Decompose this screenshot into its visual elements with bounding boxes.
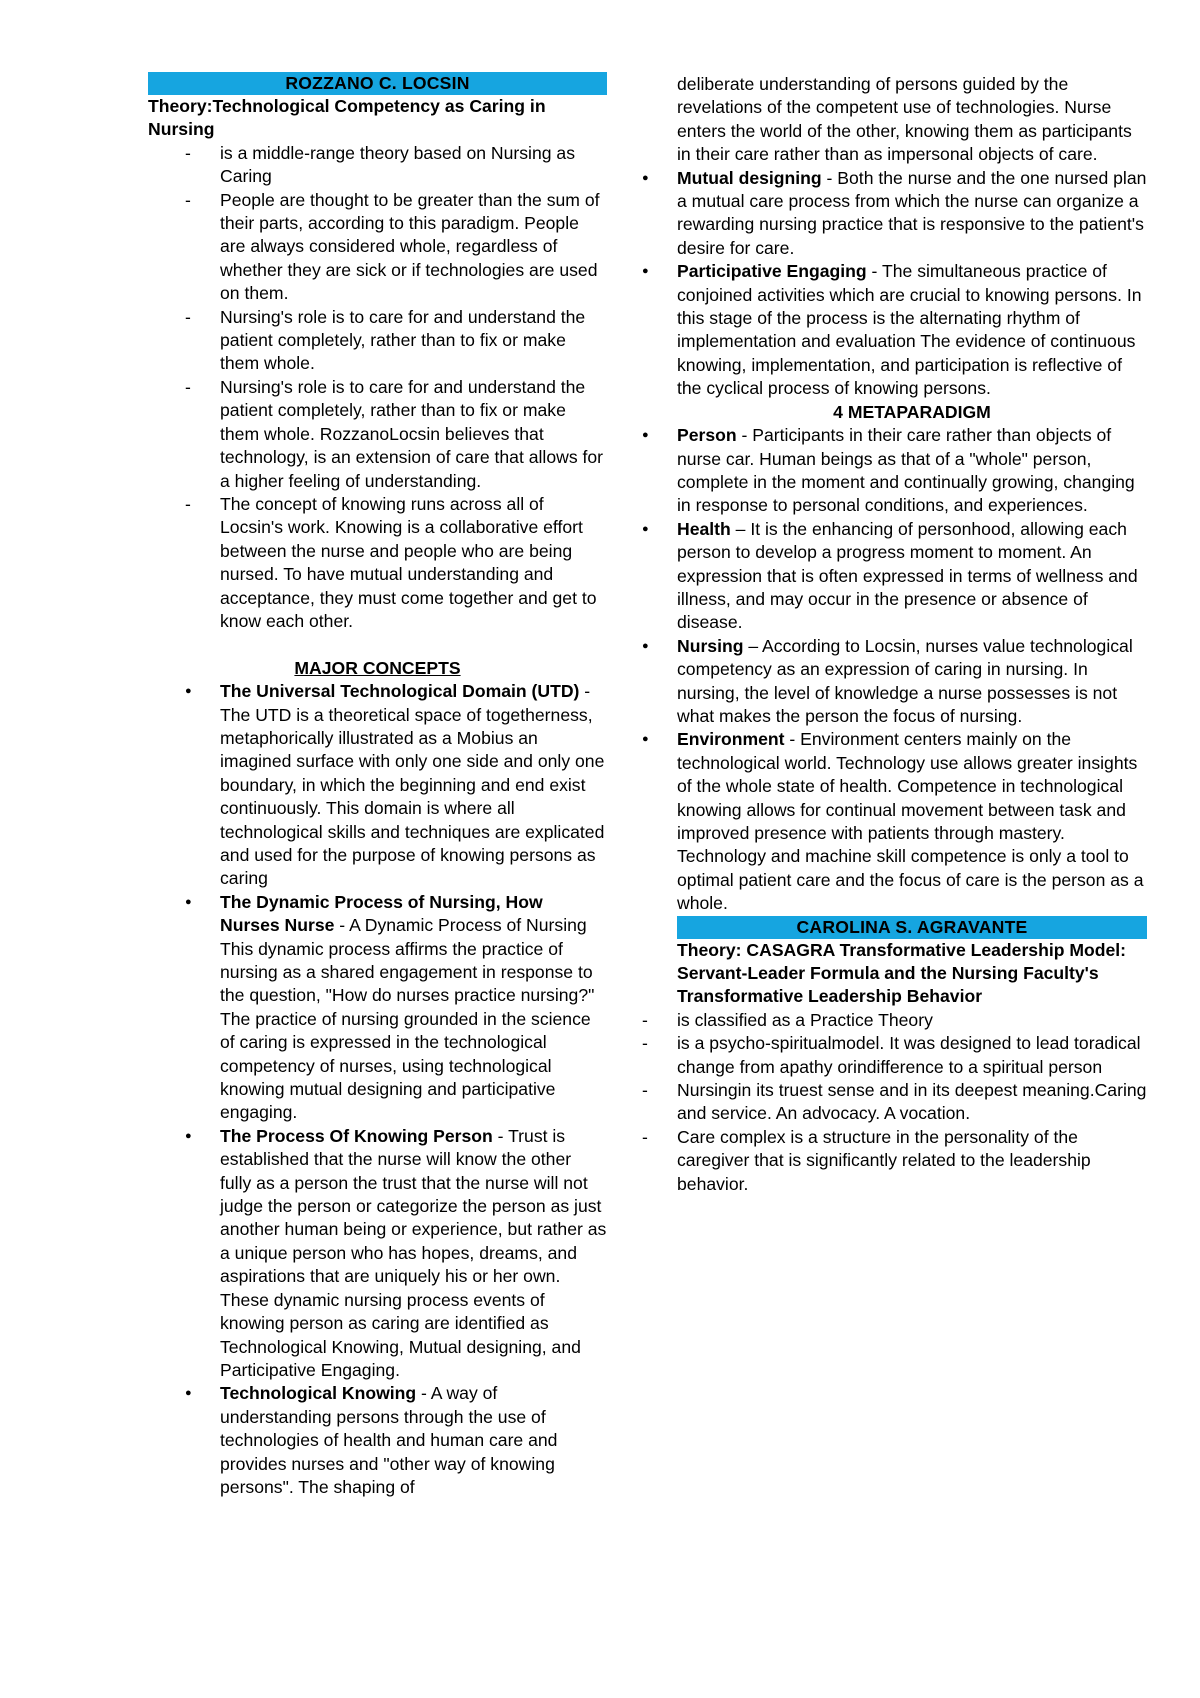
list-item bbox=[148, 1382, 607, 1499]
list-item: - Care complex is a structure in the personality of the caregiver that is significantly related to the leadership behavior. bbox=[605, 1126, 1147, 1196]
continuation-text: deliberate understanding of persons guided by the revelations of the competent use of technologies. Nurse enters the world of the other, knowing them as participants in their care rather than as impersonal objects of care. bbox=[677, 74, 1132, 165]
list-item: - Nursingin its truest sense and in its deepest meaning.Caring and service. An advocacy. A vocation. bbox=[605, 1079, 1147, 1126]
concept-text: - Environment centers mainly on the technological world. Technology use allows greater insights of the whole state of health. Competence in technological knowing allows for continual movement between task and improved presence with patients through mastery. Technology and machine skill competence is only a tool to optimal patient care and the focus of care is the person as a whole. bbox=[677, 729, 1144, 914]
major-concepts-heading: MAJOR CONCEPTS bbox=[294, 657, 461, 678]
list-item bbox=[605, 635, 1147, 729]
concept-text: - Trust is established that the nurse will know the other fully as a person the trust that the nurse will not judge the person or categorize the person as just another human being or experience, but rather as a unique person who has hopes, dreams, and aspirations that are uniquely his or her own. These dynamic nursing process events of knowing person as caring are identified as Technological Knowing, Mutual designing, and Participative Engaging. bbox=[220, 1125, 607, 1380]
concept-text: - Both the nurse and the one nursed plan a mutual care process from which the nurse can organize a rewarding nursing practice that is responsive to the patient's desire for care. bbox=[677, 167, 1147, 258]
locsin-description-list bbox=[148, 142, 607, 634]
list-item bbox=[605, 518, 1147, 635]
list-item bbox=[148, 1125, 607, 1382]
list-item bbox=[605, 424, 1147, 518]
list-item: - The concept of knowing runs across all of Locsin's work. Knowing is a collaborative effort between the nurse and people who are being nursed. To have mutual understanding and acceptance, they must come together and get to know each other. bbox=[148, 493, 607, 633]
concept-term: Nursing bbox=[677, 635, 744, 656]
spacer bbox=[148, 633, 607, 656]
theorist-name-locsin: ROZZANO C. LOCSIN bbox=[148, 72, 607, 95]
concept-text: - The UTD is a theoretical space of togetherness, metaphorically illustrated as a Mobius an imagined surface with only one side and only one boundary, in which the beginning and end exist continuously. This domain is where all technological skills and techniques are explicated and used for the purpose of knowing persons as caring bbox=[220, 681, 605, 889]
theory-title-locsin: Theory:Technological Competency as Caring in Nursing bbox=[148, 96, 546, 140]
list-item: - is a middle-range theory based on Nursing as Caring bbox=[148, 142, 607, 189]
concept-term: The Universal Technological Domain (UTD) bbox=[220, 681, 580, 702]
concept-text: - A way of understanding persons through the use of technologies of health and human care and provides nurses and "other way of knowing persons". The shaping of bbox=[220, 1383, 558, 1497]
process-concepts-list bbox=[605, 167, 1147, 401]
list-item: - is a psycho-spiritualmodel. It was designed to lead toradical change from apathy orindifference to a spiritual person bbox=[605, 1032, 1147, 1079]
concept-term: The Dynamic Process of Nursing, How Nurses Nurse bbox=[220, 891, 543, 936]
continuation-block bbox=[605, 73, 1147, 167]
list-item bbox=[148, 680, 607, 891]
concept-term: Environment bbox=[677, 729, 785, 750]
concept-term: The Process Of Knowing Person bbox=[220, 1125, 493, 1146]
left-column bbox=[148, 72, 607, 1499]
list-item bbox=[605, 260, 1147, 400]
concept-text: - A Dynamic Process of Nursing This dynamic process affirms the practice of nursing as a shared engagement in response to the question, "How do nurses practice nursing?" The practice of nursing grounded in the science of caring is expressed in the technological competency of nurses, using technological knowing mutual designing and participative engaging. bbox=[220, 915, 595, 1123]
list-item bbox=[605, 728, 1147, 915]
concept-term: Health bbox=[677, 518, 731, 539]
concept-text: - The simultaneous practice of conjoined activities which are crucial to knowing persons. In this stage of the process is the alternating rhythm of implementation and evaluation The evidence of continuous knowing, implementation, and participation is reflective of the cyclical process of knowing persons. bbox=[677, 261, 1142, 399]
metaparadigm-list bbox=[605, 424, 1147, 916]
concept-term: Participative Engaging bbox=[677, 261, 867, 282]
agravante-description-list bbox=[605, 1009, 1147, 1196]
concept-text: - Participants in their care rather than objects of nurse car. Human beings as that of a "whole" person, complete in the moment and continually growing, changing in response to personal conditions, and experiences. bbox=[677, 425, 1135, 516]
list-item: - Nursing's role is to care for and understand the patient completely, rather than to fix or make them whole. bbox=[148, 306, 607, 376]
list-item bbox=[148, 891, 607, 1125]
metaparadigm-heading: 4 METAPARADIGM bbox=[833, 401, 991, 422]
right-column bbox=[605, 73, 1147, 1196]
concept-text: – According to Locsin, nurses value technological competency as an expression of caring in nursing. In nursing, the level of knowledge a nurse possesses is not what makes the person the focus of nursing. bbox=[677, 635, 1133, 726]
theory-title-agravante: Theory: CASAGRA Transformative Leadership Model: Servant-Leader Formula and the Nursing Faculty's Transformative Leadership Behavior bbox=[677, 939, 1127, 1007]
list-item: - People are thought to be greater than the sum of their parts, according to this paradigm. People are always considered whole, regardless of whether they are sick or if technologies are used on them. bbox=[148, 189, 607, 306]
list-item bbox=[605, 167, 1147, 261]
theorist-name-agravante: CAROLINA S. AGRAVANTE bbox=[677, 916, 1147, 939]
concept-term: Mutual designing bbox=[677, 167, 822, 188]
concept-term: Person bbox=[677, 425, 737, 446]
major-concepts-list bbox=[148, 680, 607, 1499]
concept-term: Technological Knowing bbox=[220, 1383, 417, 1404]
concept-text: – It is the enhancing of personhood, allowing each person to develop a progress moment to moment. An expression that is often expressed in terms of wellness and illness, and may occur in the presence or absence of disease. bbox=[677, 518, 1138, 633]
list-item: - is classified as a Practice Theory bbox=[605, 1009, 1147, 1032]
list-item: - Nursing's role is to care for and understand the patient completely, rather than to fix or make them whole. RozzanoLocsin believes that technology, is an extension of care that allows for a higher feeling of understanding. bbox=[148, 376, 607, 493]
